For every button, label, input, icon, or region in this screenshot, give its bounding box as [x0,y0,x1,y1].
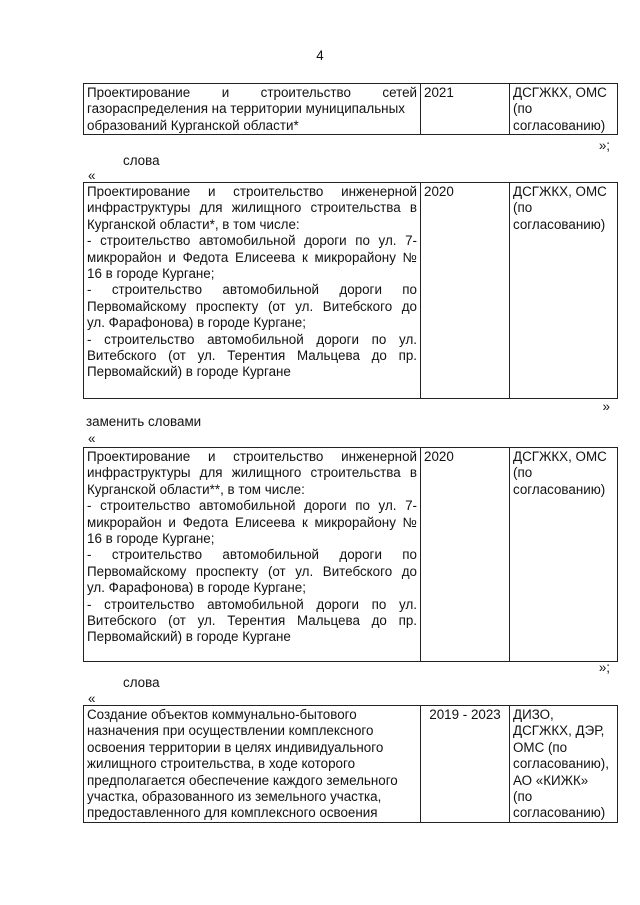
closing-quote: »; [598,138,610,153]
executor-line: согласованию), [513,756,609,772]
text-line: Проектирование и строительство инженерной [87,449,417,464]
text-line: назначения при осуществлении комплексного [87,723,374,739]
year-value: 2020 [424,184,454,199]
text-line: жилищного строительства, в ходе которого [87,756,356,772]
text-line: - строительство автомобильной дороги по [87,282,417,298]
executor-line: (по [513,200,533,216]
text-line: Первомайскому проспекту (от ул. Витебского до [87,563,417,579]
text-line: - строительство автомобильной дороги по ул. [87,331,417,347]
table-cell-executor [510,183,618,399]
executor-line: ДИЗО, [513,707,554,722]
text-line: освоения территории в целях индивидуального [87,739,384,755]
text-line: газораспределения на территории муниципальных [87,101,405,117]
table-cell-description [84,706,421,823]
text-line: - строительство автомобильной дороги по ул. 7- [87,233,417,249]
text-line: Витебского (от ул. Терентия Мальцева до пр. [87,348,417,364]
text-line: микрорайон и Федота Елисеева к микрорайону № [87,514,417,530]
table-cell-description [84,84,421,135]
text-line: Курганской области**, в том числе: [87,481,305,497]
text-line: предполагается обеспечение каждого земельного [87,772,398,788]
text-line: микрорайон и Федота Елисеева к микрорайону № [87,249,417,265]
executor-line: ДСГЖКХ, ОМС [513,85,607,100]
text-line: предоставленного для комплексного освоения [87,805,378,821]
text-line: Витебского (от ул. Терентия Мальцева до пр. [87,613,417,629]
text-line: инфраструктуры для жилищного строительства в [87,465,417,481]
table-fragment-engineering-new [83,447,618,662]
executor-line: согласованию) [513,117,606,133]
table-fragment-communal-objects [83,705,618,823]
text-line: - строительство автомобильной дороги по [87,547,417,563]
page-number: 4 [316,48,324,63]
text-line: участка, образованного из земельного участка, [87,789,382,805]
text-line: инфраструктуры для жилищного строительства в [87,200,417,216]
executor-line: ОМС (по [513,739,568,755]
opening-quote: « [88,431,96,446]
executor-line: ДСГЖКХ, ДЭР, [513,723,605,739]
executor-line: ДСГЖКХ, ОМС [513,184,607,199]
executor-line: согласованию) [513,481,606,497]
table-cell-year [421,183,510,399]
text-line: Первомайский) в городе Кургане [87,629,291,645]
table-fragment-engineering-old [83,182,618,399]
table-row [84,706,618,823]
text-line: Проектирование и строительство инженерной [87,184,417,199]
executor-line: (по [513,789,533,805]
executor-line: ДСГЖКХ, ОМС [513,449,607,464]
year-value: 2021 [424,85,454,100]
table-cell-executor [510,706,618,823]
year-value: 2020 [424,449,454,464]
table-cell-description [84,448,421,662]
executor-line: согласованию) [513,216,606,232]
text-line: 16 в городе Кургане; [87,531,215,547]
table-cell-year [421,84,510,135]
closing-quote: »; [598,660,610,675]
text-line: Создание объектов коммунально-бытового [87,707,357,722]
text-line: - строительство автомобильной дороги по ул. 7- [87,498,417,514]
year-value: 2019 - 2023 [429,707,501,722]
text-line: Проектирование и строительство сетей [87,85,417,100]
text-line: образований Курганской области* [87,117,299,133]
closing-quote: » [602,399,610,414]
text-line: Первомайский) в городе Кургане [87,364,291,380]
text-line: ул. Фарафонова) в городе Кургане; [87,580,306,596]
table-row [84,448,618,662]
opening-quote: « [88,168,96,183]
table-cell-year [421,448,510,662]
text-line: - строительство автомобильной дороги по ул. [87,596,417,612]
text-line: 16 в городе Кургане; [87,266,215,282]
executor-line: (по [513,101,533,117]
executor-line: АО «КИЖК» [513,772,589,788]
table-cell-executor [510,84,618,135]
executor-line: согласованию) [513,805,606,821]
table-row [84,183,618,399]
text-line: Первомайскому проспекту (от ул. Витебского до [87,298,417,314]
table-fragment-gas-network [83,83,618,135]
table-cell-year [421,706,510,823]
opening-quote: « [88,691,96,706]
table-row [84,84,618,135]
text-line: Курганской области*, в том числе: [87,216,300,232]
table-cell-executor [510,448,618,662]
table-cell-description [84,183,421,399]
instruction-word: слова [123,675,160,690]
executor-line: (по [513,465,533,481]
text-line: ул. Фарафонова) в городе Кургане; [87,315,306,331]
instruction-word: заменить словами [86,414,202,429]
instruction-word: слова [123,153,160,168]
